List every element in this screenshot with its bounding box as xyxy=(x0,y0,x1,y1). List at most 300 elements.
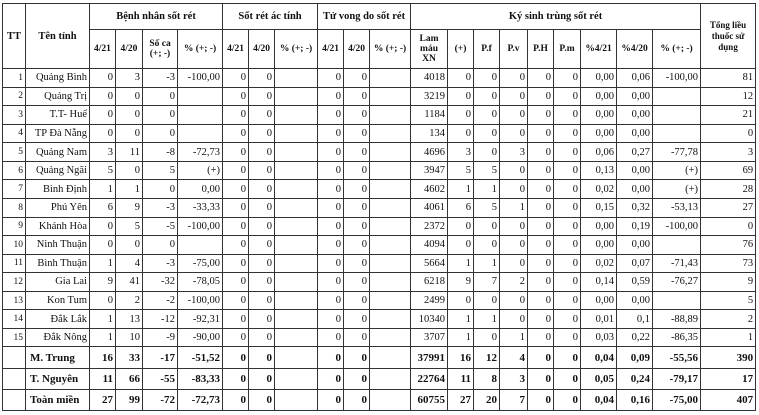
data-cell: 4 xyxy=(116,254,143,273)
data-cell: 7 xyxy=(500,389,528,410)
data-cell: 0 xyxy=(500,69,528,88)
data-cell: 0 xyxy=(143,87,178,106)
province-name: Kon Tum xyxy=(26,291,90,310)
data-cell: -8 xyxy=(143,143,178,162)
data-cell: 0 xyxy=(554,87,581,106)
data-cell xyxy=(178,124,223,143)
data-cell: 0 xyxy=(528,310,554,329)
data-cell: 0 xyxy=(90,87,116,106)
data-cell: 0 xyxy=(554,347,581,368)
data-cell xyxy=(275,310,318,329)
province-name: Đắk Lắk xyxy=(26,310,90,329)
data-cell: 0,16 xyxy=(617,389,653,410)
data-cell: 0,13 xyxy=(581,161,617,180)
data-cell xyxy=(370,254,411,273)
table-row xyxy=(3,106,756,125)
data-cell: -72 xyxy=(143,389,178,410)
data-cell: -100,00 xyxy=(178,291,223,310)
province-name: TP Đà Nẵng xyxy=(26,124,90,143)
data-cell: 11 xyxy=(116,143,143,162)
data-cell: 0,1 xyxy=(617,310,653,329)
data-cell: 0 xyxy=(474,106,500,125)
data-cell: 0 xyxy=(223,347,249,368)
data-cell: 9 xyxy=(116,198,143,217)
data-cell: 0 xyxy=(249,236,275,255)
data-cell: -88,89 xyxy=(653,310,701,329)
province-name: Đắk Nông xyxy=(26,328,90,347)
data-cell: 0 xyxy=(143,236,178,255)
data-cell: 3 xyxy=(500,368,528,389)
data-cell: 3219 xyxy=(411,87,448,106)
data-cell: 0 xyxy=(249,389,275,410)
subheader-cell: %4/20 xyxy=(617,30,653,69)
data-cell: -100,00 xyxy=(653,69,701,88)
data-cell: 0 xyxy=(223,124,249,143)
data-cell: 0 xyxy=(344,254,370,273)
subheader-cell: Lam máu XN xyxy=(411,30,448,69)
data-cell xyxy=(370,217,411,236)
data-cell: 0 xyxy=(474,236,500,255)
data-cell: 0 xyxy=(500,106,528,125)
data-cell: 0 xyxy=(344,328,370,347)
data-cell: 0 xyxy=(528,180,554,199)
data-cell: 27 xyxy=(90,389,116,410)
data-cell xyxy=(275,217,318,236)
data-cell: 4061 xyxy=(411,198,448,217)
data-cell: 0 xyxy=(554,124,581,143)
data-cell: 0 xyxy=(500,161,528,180)
data-cell xyxy=(370,291,411,310)
data-cell xyxy=(275,273,318,292)
data-cell: 0 xyxy=(448,106,474,125)
data-cell: -100,00 xyxy=(178,217,223,236)
data-cell: 4696 xyxy=(411,143,448,162)
province-name: Quảng Nam xyxy=(26,143,90,162)
data-cell: 0 xyxy=(249,87,275,106)
data-cell: 20 xyxy=(474,389,500,410)
data-cell: 0 xyxy=(554,69,581,88)
data-cell: 28 xyxy=(701,180,756,199)
data-cell: 0 xyxy=(448,124,474,143)
data-cell xyxy=(370,87,411,106)
province-name: Phú Yên xyxy=(26,198,90,217)
data-cell: 16 xyxy=(90,347,116,368)
data-cell xyxy=(275,69,318,88)
data-cell: 0,00 xyxy=(581,236,617,255)
data-cell: 0 xyxy=(249,291,275,310)
data-cell: 81 xyxy=(701,69,756,88)
data-cell: 0 xyxy=(249,124,275,143)
row-number xyxy=(3,347,26,368)
data-cell: 0,00 xyxy=(581,217,617,236)
data-cell: 0 xyxy=(223,328,249,347)
row-number: 10 xyxy=(3,236,26,255)
data-cell xyxy=(370,143,411,162)
data-cell: 0,05 xyxy=(581,368,617,389)
data-cell: 0,02 xyxy=(581,254,617,273)
data-cell: 0 xyxy=(90,69,116,88)
data-cell: -55 xyxy=(143,368,178,389)
data-cell: 3707 xyxy=(411,328,448,347)
row-number: 6 xyxy=(3,161,26,180)
subheader-cell: (+) xyxy=(448,30,474,69)
data-cell: 1 xyxy=(474,310,500,329)
data-cell: 10 xyxy=(116,328,143,347)
data-cell xyxy=(370,69,411,88)
data-cell: 0 xyxy=(474,143,500,162)
data-cell: -3 xyxy=(143,69,178,88)
subheader-cell: P.f xyxy=(474,30,500,69)
data-cell: 0,32 xyxy=(617,198,653,217)
summary-name: M. Trung xyxy=(26,347,90,368)
data-cell: 0 xyxy=(528,217,554,236)
data-cell: (+) xyxy=(653,161,701,180)
data-cell: 10340 xyxy=(411,310,448,329)
row-number: 11 xyxy=(3,254,26,273)
data-cell: 0 xyxy=(223,217,249,236)
row-number: 1 xyxy=(3,69,26,88)
data-cell: 0 xyxy=(554,254,581,273)
data-cell: 0 xyxy=(528,368,554,389)
data-cell xyxy=(178,106,223,125)
data-cell: 0 xyxy=(554,180,581,199)
data-cell: 0 xyxy=(554,273,581,292)
data-cell: 66 xyxy=(116,368,143,389)
data-cell: 2 xyxy=(116,291,143,310)
data-cell: 27 xyxy=(448,389,474,410)
data-cell: 22764 xyxy=(411,368,448,389)
data-cell: 0,00 xyxy=(178,180,223,199)
data-cell: 0 xyxy=(318,273,344,292)
data-cell: 1184 xyxy=(411,106,448,125)
subheader-cell: P.H xyxy=(528,30,554,69)
data-cell: 1 xyxy=(448,328,474,347)
data-cell: 0,00 xyxy=(581,291,617,310)
data-cell: 1 xyxy=(500,198,528,217)
data-cell: 0,00 xyxy=(581,106,617,125)
data-cell: 0 xyxy=(474,87,500,106)
data-cell: 0,04 xyxy=(581,389,617,410)
data-cell xyxy=(275,124,318,143)
data-cell: 0 xyxy=(528,254,554,273)
data-cell: 0 xyxy=(116,87,143,106)
data-cell: 0 xyxy=(554,143,581,162)
subheader-cell: % (+; -) xyxy=(275,30,318,69)
data-cell: -75,00 xyxy=(653,389,701,410)
data-cell: 0 xyxy=(318,143,344,162)
data-cell: 0,27 xyxy=(617,143,653,162)
data-cell: 2372 xyxy=(411,217,448,236)
data-cell: -92,31 xyxy=(178,310,223,329)
data-cell: (+) xyxy=(653,180,701,199)
data-cell: 76 xyxy=(701,236,756,255)
data-cell: 0 xyxy=(344,124,370,143)
data-cell: 1 xyxy=(90,328,116,347)
data-cell: 0 xyxy=(528,87,554,106)
data-cell xyxy=(653,291,701,310)
data-cell: 0,00 xyxy=(617,124,653,143)
data-cell: 0,04 xyxy=(581,347,617,368)
row-number: 9 xyxy=(3,217,26,236)
data-cell: 0 xyxy=(318,106,344,125)
row-number xyxy=(3,389,26,410)
data-cell: -100,00 xyxy=(653,217,701,236)
data-cell xyxy=(370,328,411,347)
subheader-cell: 4/20 xyxy=(344,30,370,69)
subheader-cell: 4/20 xyxy=(116,30,143,69)
data-cell: 0 xyxy=(143,124,178,143)
province-name: Bình Định xyxy=(26,180,90,199)
data-cell: -83,33 xyxy=(178,368,223,389)
province-name: Gia Lai xyxy=(26,273,90,292)
table-row xyxy=(3,291,756,310)
data-cell xyxy=(275,106,318,125)
province-name: Bình Thuận xyxy=(26,254,90,273)
data-cell: (+) xyxy=(178,161,223,180)
data-cell: 1 xyxy=(448,180,474,199)
data-cell: 0 xyxy=(318,328,344,347)
data-cell: 0,14 xyxy=(581,273,617,292)
data-cell: 0,24 xyxy=(617,368,653,389)
data-cell: 0 xyxy=(554,198,581,217)
data-cell: 0,00 xyxy=(617,87,653,106)
province-name: Ninh Thuận xyxy=(26,236,90,255)
data-cell: 0 xyxy=(500,310,528,329)
data-cell xyxy=(275,328,318,347)
data-cell: 41 xyxy=(116,273,143,292)
data-cell: 0,00 xyxy=(617,161,653,180)
data-cell: 5 xyxy=(701,291,756,310)
data-cell: 0 xyxy=(528,124,554,143)
data-cell: 1 xyxy=(448,254,474,273)
data-cell: 0 xyxy=(223,69,249,88)
data-cell: 0 xyxy=(500,124,528,143)
subheader-cell: %4/21 xyxy=(581,30,617,69)
table-row xyxy=(3,217,756,236)
data-cell xyxy=(275,87,318,106)
data-cell: -86,35 xyxy=(653,328,701,347)
subheader-cell: 4/21 xyxy=(318,30,344,69)
data-cell: 16 xyxy=(448,347,474,368)
data-cell: 0 xyxy=(344,180,370,199)
data-cell: 0 xyxy=(554,310,581,329)
data-cell: 5 xyxy=(474,198,500,217)
data-cell: 0,00 xyxy=(581,87,617,106)
summary-row xyxy=(3,368,756,389)
malaria-report-table xyxy=(2,3,756,411)
data-cell: 0 xyxy=(223,368,249,389)
table-row xyxy=(3,254,756,273)
data-cell: 3 xyxy=(701,143,756,162)
data-cell: 5 xyxy=(116,217,143,236)
data-cell xyxy=(370,273,411,292)
data-cell: -72,73 xyxy=(178,143,223,162)
data-cell: 0 xyxy=(474,328,500,347)
data-cell: 0 xyxy=(249,180,275,199)
data-cell: 0 xyxy=(318,310,344,329)
data-cell: 0 xyxy=(318,347,344,368)
table-row xyxy=(3,180,756,199)
data-cell xyxy=(653,87,701,106)
data-cell: 0 xyxy=(90,217,116,236)
data-cell: 73 xyxy=(701,254,756,273)
data-cell: 4602 xyxy=(411,180,448,199)
data-cell: 0 xyxy=(318,291,344,310)
data-cell: 27 xyxy=(701,198,756,217)
subheader-cell: 4/21 xyxy=(90,30,116,69)
data-cell: 4018 xyxy=(411,69,448,88)
data-cell: 0 xyxy=(318,124,344,143)
row-number: 5 xyxy=(3,143,26,162)
data-cell: 0,22 xyxy=(617,328,653,347)
data-cell: 0 xyxy=(528,161,554,180)
data-cell: -3 xyxy=(143,198,178,217)
data-cell: -12 xyxy=(143,310,178,329)
data-cell: 0 xyxy=(554,368,581,389)
data-cell: 0 xyxy=(344,69,370,88)
data-cell: 1 xyxy=(90,180,116,199)
data-cell: 1 xyxy=(474,180,500,199)
data-cell xyxy=(275,389,318,410)
data-cell: 21 xyxy=(701,106,756,125)
data-cell: 0,03 xyxy=(581,328,617,347)
data-cell: 0 xyxy=(223,143,249,162)
data-cell: 3 xyxy=(90,143,116,162)
table-body xyxy=(3,69,756,411)
data-cell: 0 xyxy=(249,198,275,217)
data-cell: 0 xyxy=(344,87,370,106)
data-cell: -3 xyxy=(143,254,178,273)
data-cell: 3947 xyxy=(411,161,448,180)
row-number: 4 xyxy=(3,124,26,143)
data-cell: 0 xyxy=(318,254,344,273)
data-cell: 0 xyxy=(448,87,474,106)
data-cell: 390 xyxy=(701,347,756,368)
data-cell: -2 xyxy=(143,291,178,310)
data-cell: 0 xyxy=(528,347,554,368)
data-cell: 3 xyxy=(500,143,528,162)
data-cell: 5 xyxy=(90,161,116,180)
data-cell: 3 xyxy=(116,69,143,88)
data-cell: 0 xyxy=(249,347,275,368)
data-cell: 0 xyxy=(344,217,370,236)
data-cell xyxy=(178,87,223,106)
data-cell: 0,02 xyxy=(581,180,617,199)
data-cell: 99 xyxy=(116,389,143,410)
data-cell: 12 xyxy=(474,347,500,368)
subheader-cell: % (+; -) xyxy=(370,30,411,69)
subheader-cell: 4/21 xyxy=(223,30,249,69)
data-cell: 6 xyxy=(90,198,116,217)
table-row xyxy=(3,328,756,347)
data-cell: 0,01 xyxy=(581,310,617,329)
data-cell xyxy=(178,236,223,255)
subheader-cell: P.v xyxy=(500,30,528,69)
data-cell xyxy=(275,198,318,217)
subheader-cell: % (+; -) xyxy=(653,30,701,69)
data-cell: 0 xyxy=(249,217,275,236)
data-cell: 0 xyxy=(249,161,275,180)
data-cell: 0 xyxy=(344,143,370,162)
table-row xyxy=(3,124,756,143)
data-cell xyxy=(370,180,411,199)
subheader-cell: % (+; -) xyxy=(178,30,223,69)
summary-row xyxy=(3,389,756,410)
data-cell: 0 xyxy=(448,291,474,310)
data-cell: 0 xyxy=(249,143,275,162)
table-row xyxy=(3,273,756,292)
data-cell: -53,13 xyxy=(653,198,701,217)
data-cell: -71,43 xyxy=(653,254,701,273)
data-cell: 4094 xyxy=(411,236,448,255)
header-total-medicine: Tổng liều thuốc sử dụng xyxy=(701,4,756,69)
data-cell: 0,59 xyxy=(617,273,653,292)
data-cell: 2 xyxy=(701,310,756,329)
province-name: Quảng Trị xyxy=(26,87,90,106)
data-cell: 0 xyxy=(344,389,370,410)
data-cell: 0,00 xyxy=(617,106,653,125)
data-cell: -77,78 xyxy=(653,143,701,162)
data-cell: 0 xyxy=(223,87,249,106)
data-cell: 0 xyxy=(223,291,249,310)
data-cell: 0 xyxy=(554,217,581,236)
data-cell: 0 xyxy=(90,291,116,310)
header-severe: Sốt rét ác tính xyxy=(223,4,318,30)
data-cell: 0 xyxy=(223,310,249,329)
table-row xyxy=(3,236,756,255)
data-cell: 69 xyxy=(701,161,756,180)
data-cell: 0,06 xyxy=(617,69,653,88)
subheader-cell: Số ca (+; -) xyxy=(143,30,178,69)
data-cell: 0 xyxy=(344,198,370,217)
data-cell: 9 xyxy=(448,273,474,292)
data-cell xyxy=(275,180,318,199)
data-cell: -55,56 xyxy=(653,347,701,368)
data-cell: 0 xyxy=(344,106,370,125)
header-tt: TT xyxy=(3,4,26,69)
data-cell: 1 xyxy=(474,254,500,273)
data-cell: 5 xyxy=(474,161,500,180)
data-cell: 407 xyxy=(701,389,756,410)
data-cell: 0 xyxy=(143,106,178,125)
data-cell: 0 xyxy=(143,180,178,199)
data-cell: 0 xyxy=(249,273,275,292)
data-cell: 0,00 xyxy=(581,69,617,88)
data-cell: -90,00 xyxy=(178,328,223,347)
data-cell: -78,05 xyxy=(178,273,223,292)
data-cell: 2 xyxy=(500,273,528,292)
data-cell: 0 xyxy=(528,198,554,217)
data-cell: -75,00 xyxy=(178,254,223,273)
table-row xyxy=(3,143,756,162)
data-cell: 0 xyxy=(223,254,249,273)
data-cell: 0 xyxy=(116,124,143,143)
data-cell xyxy=(275,161,318,180)
header-province: Tên tỉnh xyxy=(26,4,90,69)
data-cell: 0 xyxy=(554,291,581,310)
data-cell: 0 xyxy=(528,328,554,347)
row-number xyxy=(3,368,26,389)
data-cell: 60755 xyxy=(411,389,448,410)
data-cell xyxy=(370,310,411,329)
table-row xyxy=(3,198,756,217)
data-cell: 6218 xyxy=(411,273,448,292)
data-cell: 0 xyxy=(701,124,756,143)
data-cell: 7 xyxy=(474,273,500,292)
data-cell: 0 xyxy=(249,69,275,88)
table-row xyxy=(3,87,756,106)
table-row xyxy=(3,310,756,329)
